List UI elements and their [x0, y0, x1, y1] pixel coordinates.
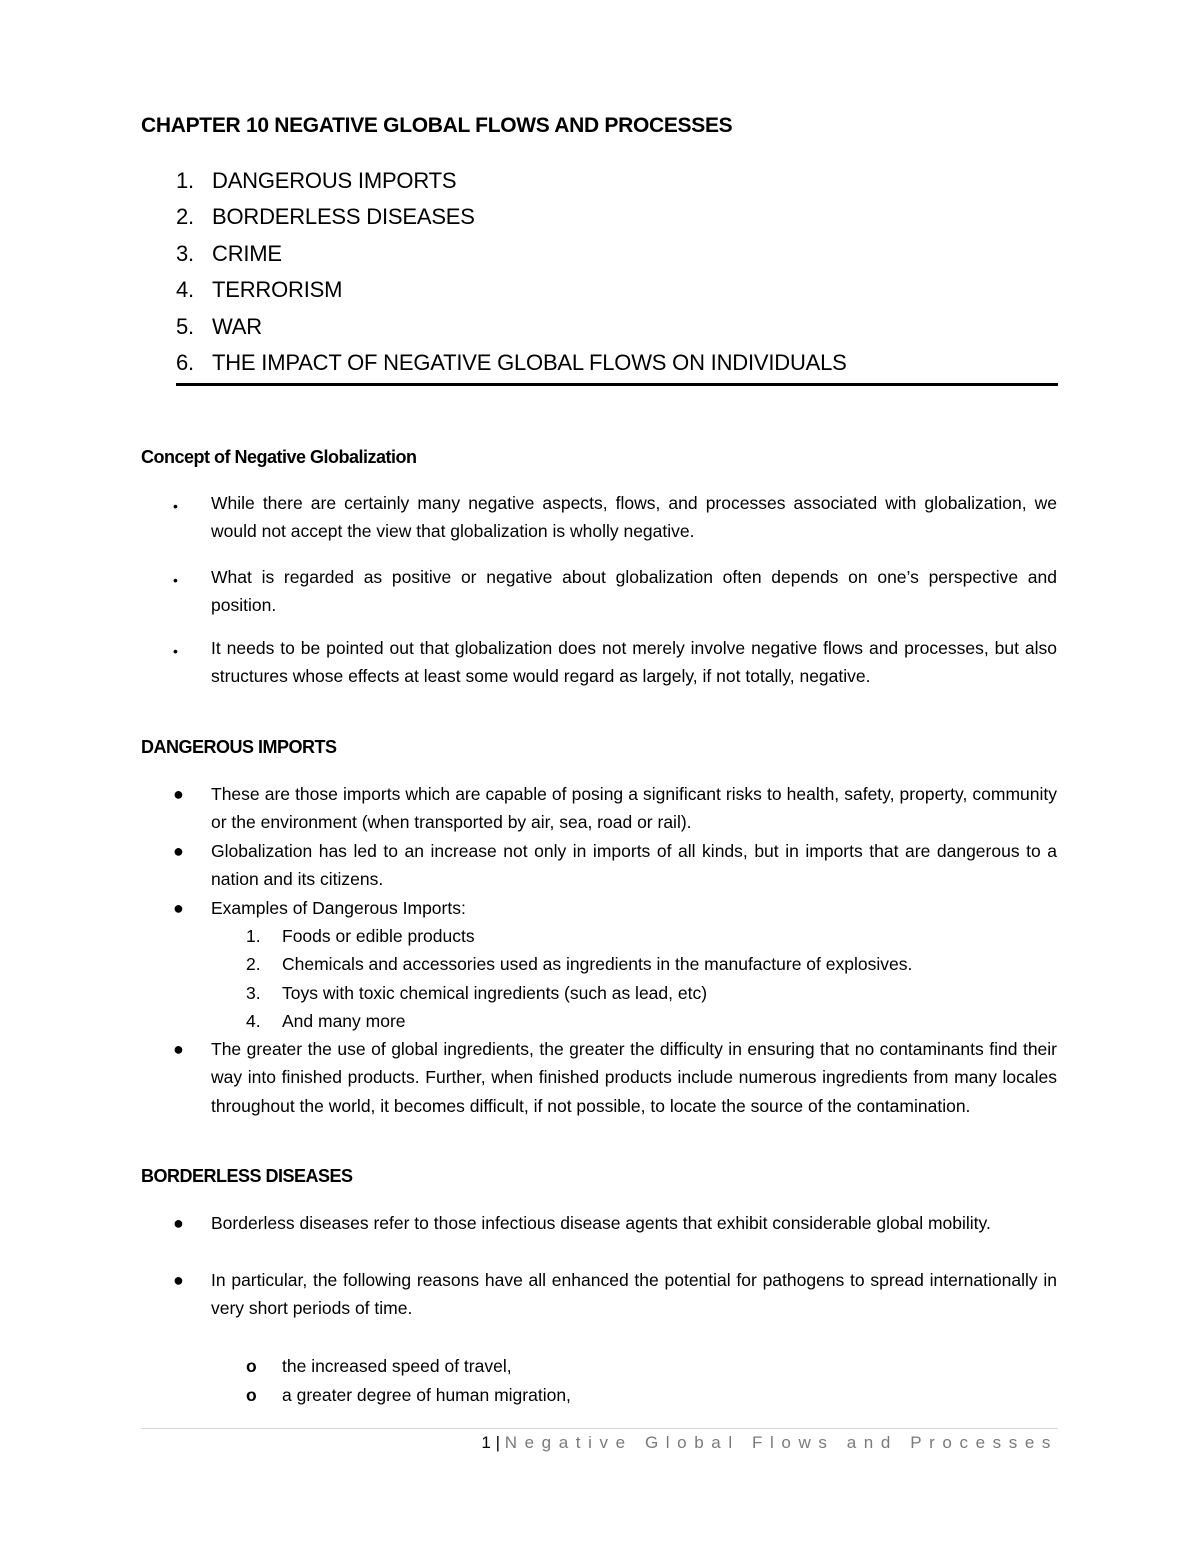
- bullet-icon: ●: [173, 898, 184, 918]
- example-item: 3. Toys with toxic chemical ingredients (such as lead, etc): [246, 983, 708, 1003]
- section-heading-borderless-diseases: BORDERLESS DISEASES: [141, 1166, 353, 1186]
- bullet-icon: ●: [173, 1270, 184, 1290]
- topic-item: 6. THE IMPACT OF NEGATIVE GLOBAL FLOWS ON INDIVIDUALS: [176, 348, 1058, 386]
- concept-paragraph: What is regarded as positive or negative about globalization often depends on one’s perspective and position.: [211, 567, 1057, 616]
- concept-paragraph: While there are certainly many negative aspects, flows, and processes associated with globalization, we would not accept the view that globalization is wholly negative.: [211, 493, 1057, 542]
- diseases-paragraph: Borderless diseases refer to those infectious disease agents that exhibit considerable global mobility.: [211, 1213, 991, 1233]
- example-item: 4. And many more: [246, 1011, 406, 1031]
- example-item: 1. Foods or edible products: [246, 926, 475, 946]
- bullet-icon: ●: [173, 1039, 184, 1059]
- topic-item: 2. BORDERLESS DISEASES: [176, 204, 475, 230]
- bullet-icon: •: [173, 643, 178, 659]
- topic-item: 4. TERRORISM: [176, 277, 343, 303]
- section-heading-dangerous-imports: DANGEROUS IMPORTS: [141, 737, 337, 757]
- bullet-icon: ●: [173, 784, 184, 804]
- topic-item: 3. CRIME: [176, 240, 282, 266]
- imports-paragraph: These are those imports which are capable of posing a significant risks to health, safety, property, community or the environment (when transported by air, sea, road or rail).: [211, 784, 1057, 833]
- bullet-icon: •: [173, 498, 178, 514]
- reason-item: o a greater degree of human migration,: [246, 1385, 571, 1405]
- concept-paragraph: It needs to be pointed out that globalization does not merely involve negative flows and processes, but also structures whose effects at least some would regard as largely, if not totally, negative.: [211, 638, 1057, 687]
- example-item: 2. Chemicals and accessories used as ingredients in the manufacture of explosives.: [246, 954, 913, 974]
- diseases-paragraph: In particular, the following reasons have all enhanced the potential for pathogens to spread internationally in very short periods of time.: [211, 1270, 1057, 1319]
- bullet-icon: ●: [173, 841, 184, 861]
- imports-paragraph: Globalization has led to an increase not only in imports of all kinds, but in imports that are dangerous to a nation and its citizens.: [211, 841, 1057, 890]
- running-title: Negative Global Flows and Processes: [504, 1433, 1058, 1452]
- footer-divider: [141, 1428, 1058, 1429]
- section-heading-concept: Concept of Negative Globalization: [141, 447, 417, 467]
- imports-paragraph: The greater the use of global ingredients, the greater the difficulty in ensuring that no contaminants find their way into finished products. Further, when finished products include numerous ingredients from many locales throughout the world, it becomes difficult, if not possible, to locate the source of the contamination.: [211, 1039, 1057, 1116]
- chapter-topics-list: [176, 166, 1058, 386]
- topic-item: 1. DANGEROUS IMPORTS: [176, 168, 457, 193]
- topic-item: 5. WAR: [176, 313, 262, 339]
- bullet-icon: •: [173, 572, 178, 588]
- bullet-icon: ●: [173, 1213, 184, 1233]
- page-number: 1: [481, 1433, 491, 1452]
- imports-paragraph: Examples of Dangerous Imports:: [211, 898, 466, 918]
- page-footer: [481, 1433, 1058, 1453]
- chapter-title: CHAPTER 10 NEGATIVE GLOBAL FLOWS AND PROCESSES: [141, 114, 733, 137]
- reason-item: o the increased speed of travel,: [246, 1356, 512, 1376]
- footer-separator: |: [495, 1433, 501, 1452]
